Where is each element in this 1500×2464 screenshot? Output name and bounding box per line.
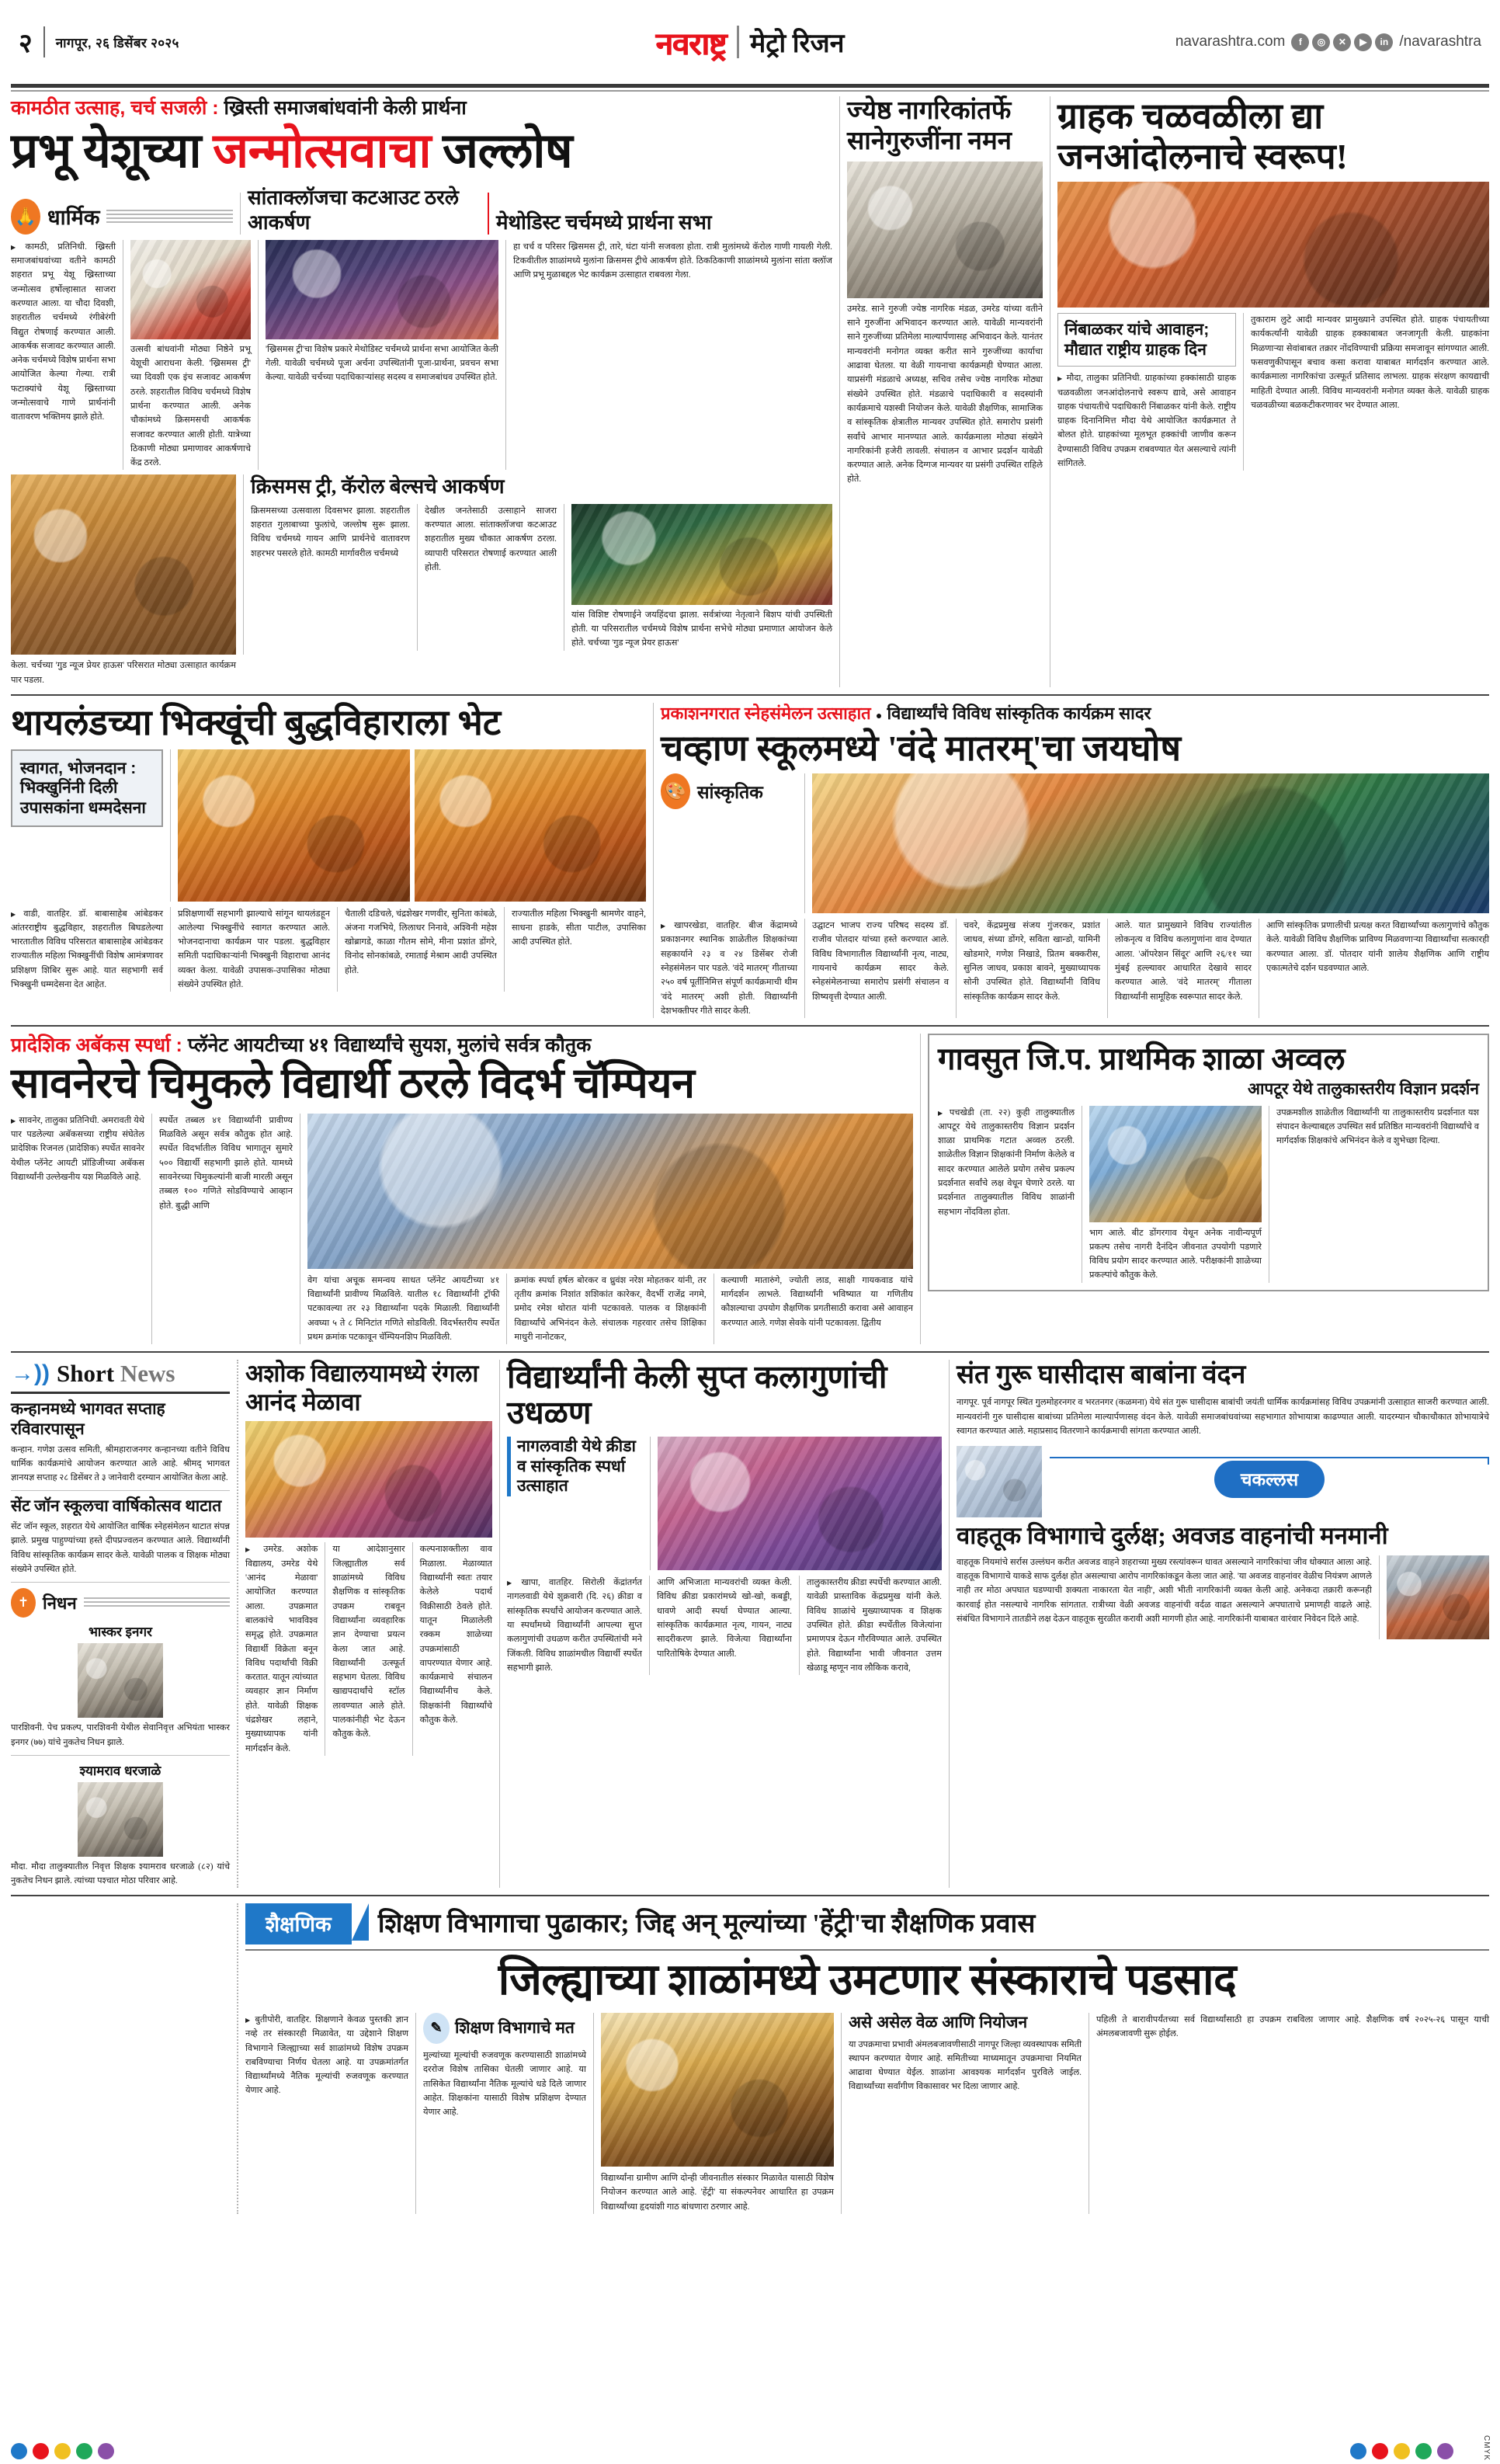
education-headline: जिल्ह्याच्या शाळांमध्ये उमटणार संस्काराचे पडसाद: [498, 1956, 1237, 2005]
lead-tail: [11, 659, 832, 687]
grahak-photo: [1057, 182, 1489, 308]
short-news-body-0: कन्हान. गणेश उत्सव समिती, श्रीमहाराजनगर कन्हानच्या वतीने विविध धार्मिक कार्यक्रमांचे आयोजन करण्यात आले आहे. श्रीमद् भागवत ज्ञानयज्ञ सप्ताह २८ डिसेंबर ते ३ जानेवारी दरम्यान आयोजित केला आहे.: [11, 1444, 230, 1483]
lead-col-4: [513, 240, 832, 471]
saneguruji-headline: ज्येष्ठ नागरिकांतर्फे सानेगुरुजींना नमन: [847, 97, 1012, 155]
candle-icon: ✝: [11, 1588, 36, 1618]
logo-separator: [737, 26, 739, 58]
short-news-headline-0: कन्हानमध्ये भागवत सप्ताह रविवारपासून: [11, 1399, 165, 1438]
lead-col-1: [11, 240, 116, 471]
obituary-body-0: पारशिवनी. पेच प्रकल्प, पारशिवनी येथील सेवानिवृत्त अभियंता भास्कर इनगर (७७) यांचे नुकतेच निधन झाले.: [11, 1723, 230, 1747]
chavan-headline: चव्हाण स्कूलमध्ये 'वंदे मातरम्'चा जयघोष: [661, 728, 1182, 768]
thailand-photo-row: [178, 749, 646, 902]
ashok-col-1: ▶ उमरेड. अशोक विद्यालय, उमरेड येथे 'आनंद मेळावा' आयोजित करण्यात आला. उपक्रमात बालकांचे भावविश्व समृद्ध होते. उपक्रमात विद्यार्थी विक्रेता बनून विविध पदार्थांची विक्री करतात. यातून त्यांच्यात व्यवहार ज्ञान निर्माण होते. यावेळी शिक्षक चंद्रशेखर लहाने, मुख्याध्यापक यांनी मार्गदर्शन केले.: [245, 1542, 318, 1755]
color-dot-green: [76, 2443, 92, 2459]
education-photo-col: [601, 2013, 834, 2214]
lead-story: [11, 96, 832, 687]
education-cols: [245, 2013, 1489, 2214]
lead-col-3: [266, 240, 498, 471]
education-sub-2: असे असेल वेळ आणि नियोजन: [849, 2013, 1028, 2031]
thailand-col-2: प्रशिक्षणार्थी सहभागी झाल्याचे सांगून थायलंडहून आलेल्या भिक्खुनींचे स्वागत करण्यात आले. भोजनदानाचा कार्यक्रम पार पडला. बुद्धविहार समिती पदाधिकाऱ्यांनी भिक्खुनी विहाराचा आनंद व्यक्त केला. यावेळी उपासक-उपासिका मोठ्या संख्येने उपस्थित होते.: [178, 909, 330, 990]
grahak-cols: [1057, 313, 1489, 471]
block-four: [11, 1360, 1489, 1888]
chavan-kicker-black: विद्यार्थ्यांचे विविध सांस्कृतिक कार्यक्रम सादर: [887, 704, 1151, 724]
lead-headline-red: जन्मोत्सवाचा: [213, 125, 443, 179]
monk-photo-2: [415, 749, 647, 902]
ghasidas-headline: संत गुरू घासीदास बाबांना वंदन: [957, 1361, 1246, 1390]
story-ashok: [245, 1360, 492, 1888]
gavsut-col-3: उपक्रमशील शाळेतील विद्यार्थ्यांनी या तालुकास्तरीय प्रदर्शनात यश संपादन केल्याबद्दल उपस्थित सर्व प्रतिष्ठित मान्यवरांनी विद्यार्थ्यांचे व मार्गदर्शक शिक्षकांचे अभिनंदन केले व शुभेच्छा दिल्या.: [1276, 1107, 1479, 1146]
obituary-item-1: [11, 1761, 230, 1889]
footer-color-dots-left: [11, 2443, 114, 2459]
ashok-headline: अशोक विद्यालयामध्ये रंगला आनंद मेळावा: [245, 1360, 479, 1416]
lead-lower-right: [251, 474, 832, 655]
dotted-divider: [237, 1360, 238, 1888]
col-divider: [240, 193, 241, 235]
kalagun-cols: [507, 1576, 942, 1675]
chakallas-badge: चकल्लस: [1214, 1461, 1325, 1498]
lead-subhead-1: सांताक्लॉजचा कटआउट ठरले आकर्षण: [248, 186, 459, 234]
section-rule-1: [11, 694, 1489, 696]
page-number: २: [19, 30, 33, 58]
abacus-lower-cols: [307, 1274, 913, 1344]
gavsut-photo: [1089, 1106, 1262, 1222]
ashok-col-3: कल्पनाशक्तीला वाव मिळाला. मेळाव्यात विद्यार्थ्यांनी स्वतः तयार केलेले पदार्थ विक्रीसाठी ठेवले होते. यातून मिळालेली रक्कम शाळेच्या उपक्रमांसाठी वापरण्यात येणार आहे. कार्यक्रमाचे संचालन विद्यार्थ्यांनीच केले. शिक्षकांनी विद्यार्थ्यांचे कौतुक केले.: [419, 1545, 492, 1725]
color-dot-violet: [98, 2443, 114, 2459]
color-dot-green-r: [1415, 2443, 1432, 2459]
abacus-cols: [11, 1114, 913, 1344]
color-dot-magenta: [33, 2443, 49, 2459]
gavsut-col-1: ▶ पचखेडी (ता. २२) कुही तालुक्यातील आपटूर येथे तालुकास्तरीय विज्ञान प्रदर्शन शाळा प्राथमिक गटात अव्वल ठरली. शाळेतील विज्ञान शिक्षकांनी निर्माण केलेले व सादर करण्यात आलेले प्रयोग तसेच प्रकल्प प्रदर्शनात सर्वांचे लक्ष वेधून घेणारे ठरले. या प्रदर्शनात तालुक्यातील विविध शाळांनी सहभाग नोंदविला होता.: [938, 1106, 1075, 1283]
category-badge-sanskrutik: [661, 773, 797, 809]
education-col-1: ▶ बुतीपोरी, वातहिर. शिक्षणाने केवळ पुस्तकी ज्ञान नव्हे तर संस्कारही मिळावेत, या उद्देशाने शिक्षण विभागाने जिल्ह्याच्या सर्व शाळांमध्ये विशेष उपक्रम राबविण्याचा निर्णय घेतला आहे. या उपक्रमांतर्गत विद्यार्थ्यांमध्ये नैतिक मूल्यांची रुजवणूक करण्यात येणार आहे.: [245, 2013, 408, 2214]
chavan-cols: [661, 919, 1489, 1018]
kalagun-subhead-wrap: [507, 1437, 643, 1570]
education-col-4: या उपक्रमाचा प्रभावी अंमलबजावणीसाठी नागपूर जिल्हा व्यवस्थापक समिती स्थापन करण्यात येणार आहे. समितीच्या माध्यमातून उपक्रमाचा नियमित आढावा घेण्यात येईल. शाळांना आवश्यक मार्गदर्शन पुरविले जाईल. विद्यार्थ्यांच्या सर्वांगीण विकासावर भर दिला जाणार आहे.: [849, 2039, 1082, 2092]
chakallas-header-row: [957, 1446, 1489, 1517]
lead-lower: [11, 474, 832, 655]
color-dot-cyan-r: [1350, 2443, 1366, 2459]
abacus-col-1: ▶ सावनेर, तालुका प्रतिनिधी. अमरावती येथे पार पडलेल्या अबॅकसच्या राष्ट्रीय संघेतेल प्रादेशिक रिजनल (प्रादेशिक) स्पर्धेत सावनेर येथील प्लॅनेट आयटी प्रॉडिजीच्या अबॅकस विद्यार्थ्यांनी उल्लेखनीय यश मिळविले आहे.: [11, 1114, 144, 1344]
ashok-cols: [245, 1542, 492, 1755]
culture-icon: 🎨: [661, 773, 690, 809]
education-col-5: पहिली ते बारावीपर्यंतच्या सर्व विद्यार्थ्यांसाठी हा उपक्रम राबविला जाणार आहे. शैक्षणिक वर्ष २०२५-२६ पासून याची अंमलबजावणी सुरू होईल.: [1096, 2014, 1489, 2039]
chavan-col-2: उद्घाटन भाजप राज्य परिषद सदस्य डॉ. राजीव पोतदार यांच्या हस्ते करण्यात आले. विविध विभागातील विद्यार्थ्यांनी नृत्य, नाट्य, गायनाचे कार्यक्रम सादर केले. स्नेहसंमेलनाच्या समारोप प्रसंगी संचालन व शिष्यवृत्ती देण्यात आली.: [812, 921, 949, 1002]
dateline: नागपूर, २६ डिसेंबर २०२५: [55, 35, 179, 50]
kalagun-col-2: आणि अभिजाता मान्यवरांची व्यक्त केली. विविध क्रीडा प्रकारांमध्ये खो-खो, कबड्डी, धावणे आदी स्पर्धा घेण्यात आल्या. सांस्कृतिक कार्यक्रमात नृत्य, गायन, नाट्य सादरीकरण झाले. विजेत्या विद्यार्थ्यांना पारितोषिके देण्यात आली.: [657, 1578, 792, 1659]
obituary-badge: [11, 1588, 230, 1618]
namaste-icon: 🙏: [11, 199, 40, 235]
lead-kicker-red: कामठीत उत्साह, चर्च सजली :: [11, 97, 219, 119]
chakallas-body-row: [957, 1555, 1489, 1639]
kalagun-top: [507, 1437, 942, 1570]
cmyk-label: CMYK: [1482, 2435, 1491, 2461]
page-body: [0, 92, 1500, 2214]
chakallas-cartoon-wrap: [957, 1446, 1050, 1517]
education-photo: [601, 2013, 834, 2167]
social-icons: [1291, 33, 1393, 51]
footer-color-dots-right: [1350, 2443, 1453, 2459]
newspaper-logo: नवराष्ट्र: [655, 26, 726, 61]
kalagun-col-1: ▶ खापा, वातहिर. सिरोली केंद्रांतर्गत नागलवाडी येथे शुक्रवारी (दि. २६) क्रीडा व सांस्कृतिक स्पर्धांचे आयोजन करण्यात आले. या स्पर्धांमध्ये विद्यार्थ्यांनी आपल्या सुप्त कलागुणांची उधळण करीत उपस्थितांची मने जिंकली. विविध शाळांमधील विद्यार्थी स्पर्धेत सहभागी झाले.: [507, 1576, 642, 1675]
abacus-kicker-black: प्लॅनेट आयटीच्या ४१ विद्यार्थ्यांचे सुयश, मुलांचे सर्वत्र कौतुक: [187, 1034, 592, 1057]
xmas-photo-wrap: [571, 504, 832, 651]
color-dot-yellow: [54, 2443, 71, 2459]
obituary-name-0: भास्कर इनगर: [88, 1625, 152, 1640]
abacus-group-photo: [307, 1114, 913, 1269]
color-dot-magenta-r: [1372, 2443, 1388, 2459]
gavsut-photo-col: [1089, 1106, 1262, 1283]
lead-subhead-2: मेथोडिस्ट चर्चमध्ये प्रार्थना सभा: [496, 210, 712, 234]
chakallas-body: वाहतूक नियमांचे सर्रास उल्लंघन करीत अवजड वाहने शहराच्या मुख्य रस्त्यांवरून धावत असल्याने नागरिकांचा जीव धोक्यात आला आहे. वाहतूक विभागाचे याकडे साफ दुर्लक्ष होत असल्याचा आरोप नागरिकांकडून केला जात आहे. 'या अवजड वाहनांवर वेळीच नियंत्रण आणले नाही तर मोठा अपघात घडण्याची शक्यता नाकारता येत नाही', अशी भीती नागरिकांनी व्यक्त केली आहे. अनेकदा तक्रारी करूनही कारवाई होत नसल्याचे नागरिक सांगतात. रात्रीच्या वेळी अवजड वाहनांची वर्दळ वाढत असल्याने अपघाताचे प्रमाणही वाढले आहे. संबंधित विभागाने तातडीने लक्ष देऊन वाहतूक सुरळीत करावी अशी मागणी होत आहे. नागरिकांनी याबाबत वारंवार निवेदन दिले आहे.: [957, 1557, 1372, 1625]
education-left-spacer: [11, 1903, 230, 2213]
chavan-col-1: ▶ खापरखेडा, वातहिर. बीज केंद्रामध्ये प्रकाशनगर स्थानिक शाळेतील शिक्षकांच्या सहकार्याने २३ व २४ डिसेंबर रोजी स्नेहसंमेलन पार पडले. 'वंदे मातरम्' गीताच्या २५० वर्ष पूर्तीनिमित्त संपूर्ण कार्यक्रमाची थीम 'वंदे मातरम्' अशी होती. विद्यार्थ्यांनी देशभक्तीपर गीते सादर केली.: [661, 919, 797, 1018]
youtube-icon[interactable]: ▶: [1354, 33, 1372, 51]
story-saneguruji: [847, 96, 1043, 687]
short-news-body-1: सेंट जॉन स्कूल, शहरात येथे आयोजित वार्षिक स्नेहसंमेलन थाटात संपन्न झाले. प्रमुख पाहुण्यांच्या हस्ते दीपप्रज्वलन करण्यात आले. विद्यार्थ्यांनी विविध सांस्कृतिक कार्यक्रम सादर केले. यावेळी पालक व शिक्षक मोठ्या संख्येने उपस्थित होते.: [11, 1522, 230, 1574]
thailand-subhead: स्वागत, भोजनदान : भिक्खुनिंनी दिली उपासकांना धम्मदेसना: [11, 749, 163, 828]
lead-col-2-text: उत्सवी बांधवांनी मोठ्या निष्ठेने प्रभू येशूची आराधना केली. 'ख्रिसमस ट्री' च्या दिवशी एक इंच सजावट आकर्षण ठरले. शहरातील विविध चर्चमध्ये विशेष प्रार्थना करण्यात आली. अनेक चौकांमध्ये क्रिसमसची आकर्षक सजावट करण्यात आली होती. यात्रेच्या ठिकाणी मोठ्या प्रमाणावर आकर्षणाचे केंद्र ठरले.: [130, 344, 251, 468]
masthead-right: [998, 33, 1481, 51]
grahak-subhead: निंबाळकर यांचे आवाहन; मौद्यात राष्ट्रीय ग्राहक दिन: [1057, 313, 1236, 367]
lead-col-1-text: ▶ कामठी, प्रतिनिधी. ख्रिस्ती समाजबांधवांच्या वतीने कामठी शहरात प्रभू येशू ख्रिस्ताच्या जन्मोत्सव हर्षोल्हासात साजरा करण्यात आला. या चौदा दिवशी, शहरातील चर्चमध्ये रंगीबेरंगी विद्युत रोषणाई करण्यात आली. आकर्षक सजावट करण्यात आली. अनेक चर्चमध्ये विशेष प्रार्थना सभा आयोजित केल्या गेल्या. रात्री फटाक्यांचे येशू ख्रिस्ताच्या जन्मोत्सवाचे गाणे प्रार्थनांनी वातावरण भक्तिमय झाले होते.: [11, 240, 116, 425]
badge-lines-decor: [106, 210, 233, 224]
thailand-col-1: ▶ वाडी, वातहिर. डॉ. बाबासाहेब आंबेडकर आंतरराष्ट्रीय बुद्धविहार, शहरातील बिघडलेल्या भारतातील विविध परिसरात बाबासाहेब आंबेडकर राज्यातील महिला भिक्खुनींची विशेष आमंत्रणावर प्रशिक्षण शिबिर सुरू आहे. यात सहभागी सर्व भिक्खुनी धम्मदेसना देत आहेत.: [11, 907, 163, 992]
education-kicker-row: [245, 1903, 1489, 1944]
obituary-photo-0: [78, 1643, 163, 1718]
chavan-col-5: आणि सांस्कृतिक प्रणालीची प्रत्यक्ष करत विद्यार्थ्यांच्या कलागुणांचे कौतुक केले. यावेळी विविध शैक्षणिक प्राविण्य मिळवणाऱ्या विद्यार्थ्यांचा सत्कारही करण्यात आला. डॉ. पोतदार यांनी शालेय शैक्षणिक आणि राष्ट्रीय एकात्मतेचे दर्शन घडवण्यात आले.: [1266, 921, 1489, 973]
monk-photo-1: [178, 749, 410, 902]
education-rule: [245, 1949, 1489, 1951]
kalagun-subhead: नागलवाडी येथे क्रीडा व सांस्कृतिक स्पर्धा उत्साहात: [507, 1437, 643, 1496]
lead-col-5: केला. चर्चच्या 'गुड न्यूज प्रेयर हाऊस' परिसरात मोठ्या उत्साहात कार्यक्रम पार पडला.: [11, 661, 236, 685]
thailand-photos: [178, 749, 646, 902]
chavan-badge-wrap: [661, 773, 797, 913]
social-handle: /navarashtra: [1399, 33, 1481, 50]
masthead-rule: [11, 84, 1489, 88]
gavsut-subhead: आपटूर येथे तालुकास्तरीय विज्ञान प्रदर्शन: [1247, 1079, 1479, 1098]
block-two: [11, 703, 1489, 1018]
story-gavsut: [928, 1034, 1489, 1344]
story-grahak: [1057, 96, 1489, 687]
thailand-headline: थायलंडच्या भिक्खूंची बुद्धविहाराला भेट: [11, 703, 502, 743]
story-abacus: [11, 1034, 913, 1344]
lead-headline: [11, 125, 832, 178]
lead-col-1b: क्रिसमसच्या उत्सवाला दिवसभर झाला. शहरातील शहरात गुलाबाच्या फुलांचे, जल्लोष सुरू झाला. विविध चर्चमध्ये गायन आणि प्रार्थनेचे वातावरण शहरभर पसरले होते. कामठी मार्गावरील चर्चमध्ये: [251, 506, 410, 558]
church-photo: [266, 240, 498, 339]
block-lead: [11, 96, 1489, 687]
abacus-photo-col: [307, 1114, 913, 1344]
short-news-item-0: [11, 1399, 230, 1485]
chavan-kicker: प्रकाशनगरात स्नेहसंमेलन उत्साहात ● विद्यार्थ्यांचे विविध सांस्कृतिक कार्यक्रम सादर: [661, 704, 1151, 724]
gavsut-headline: गावसुत जि.प. प्राथमिक शाळा अव्वल: [938, 1041, 1345, 1077]
gavsut-cols: [938, 1106, 1479, 1283]
thailand-cols: [11, 907, 646, 992]
kalagun-photo: [658, 1437, 942, 1570]
lead-col-3b: यांस विशिष्ट रोषणाईने जयहिंदचा झाला. सर्वत्रांच्या नेतृत्वाने बिशप यांची उपस्थिती होती. या परिसरातील चर्चमध्ये विशेष प्रार्थना सभेचे मोठ्या प्रमाणात आयोजन केले होते. चर्चच्या 'गुड न्यूज प्रेयर हाऊस': [571, 610, 832, 648]
lead-badge-wrap: [11, 199, 233, 235]
abacus-col-2: स्पर्धेत तब्बल ४१ विद्यार्थ्यांनी प्रावीण्य मिळविले असून सर्वत्र कौतुक होत आहे. स्पर्धेत विदर्भातील विविध भागातून सुमारे ५०० विद्यार्थी सहभागी झाले होते. यामध्ये सावनेरच्या चिमुकल्यांनी बाजी मारली असून तब्बल १०० गणिते सोडविण्याचे आव्हान होते. बुद्धी आणि: [159, 1115, 293, 1211]
lead-headline-2: जल्लोष: [443, 125, 573, 179]
chavan-kicker-red: प्रकाशनगरात स्नेहसंमेलन उत्साहात: [661, 704, 871, 724]
short-news-title-sub: News: [120, 1360, 175, 1388]
short-news-headline-1: सेंट जॉन स्कूलचा वार्षिकोत्सव थाटात: [11, 1496, 222, 1516]
chakallas-headline: वाहतूक विभागाचे दुर्लक्ष; अवजड वाहनांची मनमानी: [957, 1522, 1388, 1550]
website-url[interactable]: navarashtra.com: [1175, 33, 1286, 50]
education-col-2: मुल्यांच्या मूल्यांची रुजवणूक करण्यासाठी शाळांमध्ये दररोज विशेष तासिका घेतली जाणार आहे. या तासिकेत विद्यार्थ्यांना नैतिक मूल्यांचे धडे दिले जाणार आहेत. शिक्षकांना यासाठी विशेष प्रशिक्षण देण्यात येणार आहे.: [423, 2050, 586, 2118]
abacus-kicker-red: प्रादेशिक अबॅकस स्पर्धा :: [11, 1034, 182, 1057]
story-ghasidas: [957, 1360, 1489, 1888]
color-dot-cyan: [11, 2443, 27, 2459]
grahak-col-2-text: तुकाराम लुटे आदी मान्यवर प्रामुख्याने उपस्थित होते. ग्राहक पंचायतीच्या कार्यकर्त्यांनी यावेळी ग्राहक हक्काबाबत जनजागृती केली. ग्राहकांना मिळणाऱ्या सेवांबाबत तक्रार नोंदविण्याची प्रक्रिया समजावून सांगण्यात आली. फसवणुकीपासून बचाव कसा करावा याबाबत मार्गदर्शन करण्यात आले. कार्यक्रमाला नागरिकांचा उत्स्फूर्त प्रतिसाद लाभला. ग्राहक संरक्षण कायद्याची माहिती देण्यात आली. विविध मान्यवरांनी मनोगत व्यक्त केले. यावेळी ग्राहक चळवळीच्या बळकटीकरणावर भर देण्यात आला.: [1251, 315, 1489, 410]
short-news-title-main: Short: [56, 1360, 115, 1388]
grahak-col-1-text: ▶ मौदा, तालुका प्रतिनिधी. ग्राहकांच्या हक्कांसाठी ग्राहक चळवळीला जनआंदोलनाचे स्वरूप द्यावे, असे आवाहन ग्राहक पंचायतीचे पदाधिकारी निंबाळकर यांनी केले. राष्ट्रीय ग्राहक दिनानिमित्त मौदा येथे आयोजित कार्यक्रमात ते बोलत होते. ग्राहकांच्या मूलभूत हक्कांची जाणीव करून देण्यासाठी विविध उपक्रम राबवण्यात येत असल्याचे त्यांनी सांगितले.: [1057, 371, 1236, 471]
section-rule-2: [11, 1025, 1489, 1027]
story-thailand: [11, 703, 646, 1018]
thailand-subhead-wrap: [11, 749, 163, 902]
gavsut-box: [928, 1034, 1489, 1291]
chavan-col-3: चवरे, केंद्रप्रमुख संजय गुंजरकर, प्रशांत जाधव, संध्या डोंगरे, सविता खान्डो, यामिनी खोडमारे, गणेश निखाडे, प्रितम बक्करीस, सुनिल जाधव, प्रकाश बावने, मुख्याध्यापक सोनी उपस्थित होते. विद्यार्थ्यांनी विविध सांस्कृतिक कार्यक्रम सादर केले.: [964, 921, 1100, 1002]
obituary-name-1: श्यामराव धरजाळे: [79, 1763, 161, 1778]
category-badge-label: धार्मिक: [47, 206, 100, 230]
lead-col-4-text: हा चर्च व परिसर ख्रिसमस ट्री, तारे, घंटा यांनी सजवला होता. रात्री मुलांमध्ये कॅरोल गाणी गायली गेली. टिकवीतील शाळांमध्ये मुलांना क्रिसमस ट्रीचे आकर्षण होते. ठिकठिकाणी शाळांमध्ये मुलांना सांता क्लॉज आणि प्रभू मुळाबद्दल भेट कार्यक्रम उत्साहात राबवला गेला.: [513, 242, 832, 280]
cartoon-icon: [957, 1446, 1042, 1517]
section-rule-3: [11, 1351, 1489, 1353]
truck-photo-wrap: [1387, 1555, 1489, 1639]
education-col-3: विद्यार्थ्यांना ग्रामीण आणि दोन्ही जीवनातील संस्कार मिळावेत यासाठी विशेष नियोजन करण्यात आले आहे. 'हेंट्री' या संकल्पनेवर आधारित हा उपक्रम विद्यार्थ्यांच्या हृदयांशी गाठ बांधणारा ठरणार आहे.: [601, 2173, 834, 2212]
ashok-col-2: या आदेशानुसार जिल्ह्यातील सर्व शाळांमध्ये विविध शैक्षणिक व सांस्कृतिक उपक्रम राबवून विद्यार्थ्यांना व्यवहारिक ज्ञान देण्याचा प्रयत्न केला जात आहे. विद्यार्थ्यांनी उत्स्फूर्त सहभाग घेतला. विविध खाद्यपदार्थांचे स्टॉल लावण्यात आले होते. पालकांनीही भेट देऊन कौतुक केले.: [332, 1545, 405, 1739]
education-col-2-wrap: [423, 2013, 586, 2214]
block-three: [11, 1034, 1489, 1344]
lead-lower-cols: [251, 504, 832, 651]
short-news-title: [57, 1360, 175, 1388]
lead-kicker-black: ख्रिस्ती समाजबांधवांनी केली प्रार्थना: [224, 97, 467, 119]
kalagun-col-3: तालुकास्तरीय क्रीडा स्पर्धेची करण्यात आली. यावेळी प्रास्ताविक केंद्रप्रमुख यांनी केले. विविध शाळांचे मुख्याध्यापक व शिक्षक उपस्थित होते. क्रीडा स्पर्धेतील विजेत्यांना प्रमाणपत्र देऊन गौरविण्यात आले. उपस्थित होते. विद्यार्थ्यांना भावी जीवनात उत्तम खेळाडू म्हणून नाव लौकिक करावे,: [807, 1578, 942, 1673]
color-dot-violet-r: [1437, 2443, 1453, 2459]
xmas-tree-photo: [571, 504, 832, 605]
short-news-header: [11, 1360, 230, 1388]
abacus-headline: सावनेरचे चिमुकले विद्यार्थी ठरले विदर्भ चॅम्पियन: [11, 1060, 695, 1107]
obituary-badge-lines: [84, 1597, 230, 1608]
saneguruji-body: उमरेड. साने गुरुजी ज्येष्ठ नागरिक मंडळ, उमरेड यांच्या वतीने साने गुरुजींना अभिवादन करण्यात आले. यावेळी मान्यवरांनी साने गुरुजींच्या प्रतिमेला माल्यार्पणासह अभिवादन केले. यानंतर मान्यवरांनी मनोगत व्यक्त करीत साने गुरुजींच्या कार्याचा आढावा घेतला. या वेळी गायनाचा कार्यक्रमही घेण्यात आला. याप्रसंगी मंडळाचे अध्यक्ष, सचिव तसेच ज्येष्ठ नागरिक मोठ्या संख्येने उपस्थित होते. मंडळाचे पदाधिकारी व सदस्यांनी कार्यक्रमाचे यशस्वी नियोजन केले. यावेळी शैक्षणिक, सामाजिक व सांस्कृतिक क्षेत्रातील मान्यवर उपस्थित होते. समारोप प्रसंगी सर्वांचे आभार मानण्यात आले. कार्यक्रमाला मोठ्या संख्येने नागरिकांनी हजेरी लावली. संचालन व आभार प्रदर्शन यावेळी करण्यात आले. अनेक दिग्गज मान्यवर या प्रसंगी उपस्थित राहिले होते.: [847, 304, 1043, 485]
education-kicker: शिक्षण विभागाचा पुढाकार; जिद्द अन् मूल्यांच्या 'हेंट्री'चा शैक्षणिक प्रवास: [377, 1909, 1036, 1938]
thailand-top: [11, 749, 646, 902]
abacus-col-3: वेग यांचा अचूक समन्वय साधत प्लॅनेट आयटीच्या ४१ विद्यार्थ्यांनी प्रावीण्य मिळविले. यातील १८ विद्यार्थ्यांनी ट्रॉफी पटकावल्या तर २३ विद्यार्थ्यांना पदके मिळाली. विद्यार्थ्यांनी अवघ्या ५ ते ८ मिनिटांत गणिते सोडविली. विदर्भस्तरीय स्पर्धेत प्रथम क्रमांक पटकावून चॅम्पियनशिप मिळविली.: [307, 1275, 500, 1342]
story-chavan: [661, 703, 1489, 1018]
lead-kicker: [11, 96, 832, 120]
lead-subhead-row: [11, 186, 832, 234]
education-sub-1-row: [423, 2013, 586, 2044]
thailand-col-4: राज्यातील महिला भिक्खुनी श्रामणेर वाहने, साधना हाडके, सीता पाटील, उपासिका आदी उपस्थित होते.: [512, 909, 646, 947]
masthead-divider: [43, 26, 45, 57]
abacus-col-4: क्रमांक स्पर्धा हर्षल बोरकर व ध्रुवंश नरेश मोहतकर यांनी, तर तृतीय क्रमांक निशांत शशिकांत कारेकर, वैदर्भी राजेंद्र नगमे, प्रमोद रमेश थोरात यांनी पटकावले. पालक व शिक्षकांनी विद्यार्थ्यांचे अभिनंदन केले. संचालक गहरवार तसेच शिक्षिका माधुरी नानोटकर,: [514, 1275, 707, 1342]
thailand-col-3: चैताली दडिचले, चंद्रशेखर गणवीर, सुनिता कांबळे, अंजना गजभिये, लिलाधर निनावे, अश्विनी महेश खोब्रागडे, काळा गौतम सोमे, मीना प्रशांत डोंगरे, विनोद सोनकांबळे, रमाताई मेश्राम आदी उपस्थित होते.: [345, 909, 497, 975]
lead-subhead-3: क्रिसमस ट्री, कॅरोल बेल्सचे आकर्षण: [251, 475, 505, 499]
grahak-headline: ग्राहक चळवळीला द्या जनआंदोलनाचे स्वरूप!: [1057, 96, 1348, 176]
education-sub-1: शिक्षण विभागाचे मत: [455, 2019, 575, 2038]
col-divider-red: [488, 193, 489, 235]
masthead: [0, 0, 1500, 84]
facebook-icon[interactable]: f: [1291, 33, 1309, 51]
x-twitter-icon[interactable]: ✕: [1333, 33, 1351, 51]
block-education: [11, 1903, 1489, 2213]
chakallas-badge-wrap: [1050, 1446, 1489, 1498]
short-news-item-1: [11, 1496, 230, 1576]
ghasidas-body: नागपूर. पूर्व नागपूर स्थित गुलमोहरनगर व भरतनगर (कळमना) येथे संत गुरू घासीदास बाबांची जयंती धार्मिक कार्यक्रमांसह विविध उपक्रमांनी उत्साहात साजरी करण्यात आली. मान्यवरांनी गुरु घासीदास बाबांच्या प्रतिमेला माल्यार्पणासह वंदन केले. यावेळी समाजबांधवांच्या सहभागात शोभायात्रा काढण्यात आली. यादरम्यान चौकाचौकात शोभायात्रेचे स्वागत करण्यात आले. महाप्रसाद वितरणाने कार्यक्रमाची सांगता करण्यात आली.: [957, 1398, 1489, 1436]
chavan-badge-label: सांस्कृतिक: [697, 783, 763, 803]
chavan-photo: [812, 773, 1489, 913]
story-education: [245, 1903, 1489, 2213]
chavan-top: [661, 773, 1489, 913]
linkedin-icon[interactable]: in: [1375, 33, 1393, 51]
obituary-badge-label: निधन: [43, 1593, 77, 1614]
masthead-left: [19, 24, 502, 60]
instagram-icon[interactable]: ◎: [1312, 33, 1330, 51]
obituary-photo-1: [78, 1782, 163, 1857]
color-dot-yellow-r: [1394, 2443, 1410, 2459]
chavan-col-4: आले. यात प्रामुख्याने विविध राज्यांतील लोकनृत्य व विविध कलागुणांना वाव देण्यात आला. 'ऑपरेशन सिंदूर' आणि २६/११ च्या मुंबई हल्ल्यावर आधारित देखावे सादर करण्यात आले. 'वंदे मातरम्' गीताला विद्यार्थ्यांनी सामूहिक स्वरूपात सादर केले.: [1115, 921, 1252, 1002]
pencil-icon: ✎: [423, 2013, 450, 2044]
abacus-col-5: कल्याणी मातारुंगे, ज्योती लाड, साक्षी गायकवाड यांचे मार्गदर्शन लाभले. विद्यार्थ्यांनी भविष्यात या गणितीय कौशल्याचा उपयोग शैक्षणिक प्रगतीसाठी करावा असे आवाहन करण्यात आले. गणेश सेवके यांनी पटकावला. द्वितीय: [720, 1275, 913, 1328]
short-news-rule: [11, 1392, 230, 1394]
saneguruji-photo: [847, 162, 1043, 298]
main-column-divider: [839, 96, 840, 687]
grahak-col-1: [1057, 313, 1236, 471]
obituary-body-1: मौदा. मौदा तालुक्यातील निवृत्त शिक्षक श्यामराव धरजाळे (८२) यांचे नुकतेच निधन झाले. त्यांच्या पश्चात मोठा परिवार आहे.: [11, 1861, 230, 1886]
abacus-kicker: [11, 1034, 913, 1058]
jesus-photo: [11, 474, 236, 655]
lead-col-2: [130, 240, 251, 471]
truck-photo: [1387, 1555, 1489, 1639]
section-title: मेट्रो रिजन: [749, 30, 845, 58]
short-news: [11, 1360, 230, 1888]
santa-photo: [130, 240, 251, 339]
ashok-photo: [245, 1421, 492, 1538]
lead-columns: [11, 240, 832, 471]
section-rule-4: [11, 1895, 1489, 1896]
lead-headline-1: प्रभू येशूच्या: [11, 125, 214, 179]
jesus-photo-wrap: [11, 474, 236, 655]
obituary-item-0: [11, 1622, 230, 1750]
category-badge-dharmik: [11, 199, 233, 235]
lead-col-3-text: 'ख्रिसमस ट्री'चा विशेष प्रकारे मेथोडिस्ट चर्चमध्ये प्रार्थना सभा आयोजित केली गेली. यावेळी चर्चमध्ये पूजा अर्चना उपस्थितांनी पूजा-प्रार्थना, प्रवचन सभा केल्या. यावेळी चर्चच्या पदाधिकाऱ्यांसह सदस्य व समाजबांधव उपस्थित होते.: [266, 344, 498, 383]
gavsut-col-2: भाग आले. बीट डोंगरगाव येथून अनेक नावीन्यपूर्ण प्रकल्प तसेच नागरी दैनंदिन जीवनात उपयोगी पडणारे विविध प्रयोग सादर करण्यात आले. परीक्षकांनी शाळेच्या प्रकल्पांचे कौतुक केले.: [1089, 1228, 1262, 1281]
story-kalagun: [507, 1360, 942, 1888]
education-badge: शैक्षणिक: [245, 1903, 352, 1944]
lead-col-2b: देखील जनतेसाठी उत्साहाने साजरा करण्यात आला. सांताक्लॉजचा कटआउट शहरातील मुख्य चौकात आकर्षण ठरला. व्यापारी परिसरात रोषणाई करण्यात आली होती.: [425, 506, 557, 572]
arrow-signal-icon: →)): [11, 1361, 50, 1387]
kalagun-headline: विद्यार्थ्यांनी केली सुप्त कलागुणांची उधळण: [507, 1359, 887, 1431]
masthead-center: [502, 21, 999, 64]
education-col-4-wrap: [849, 2013, 1082, 2214]
